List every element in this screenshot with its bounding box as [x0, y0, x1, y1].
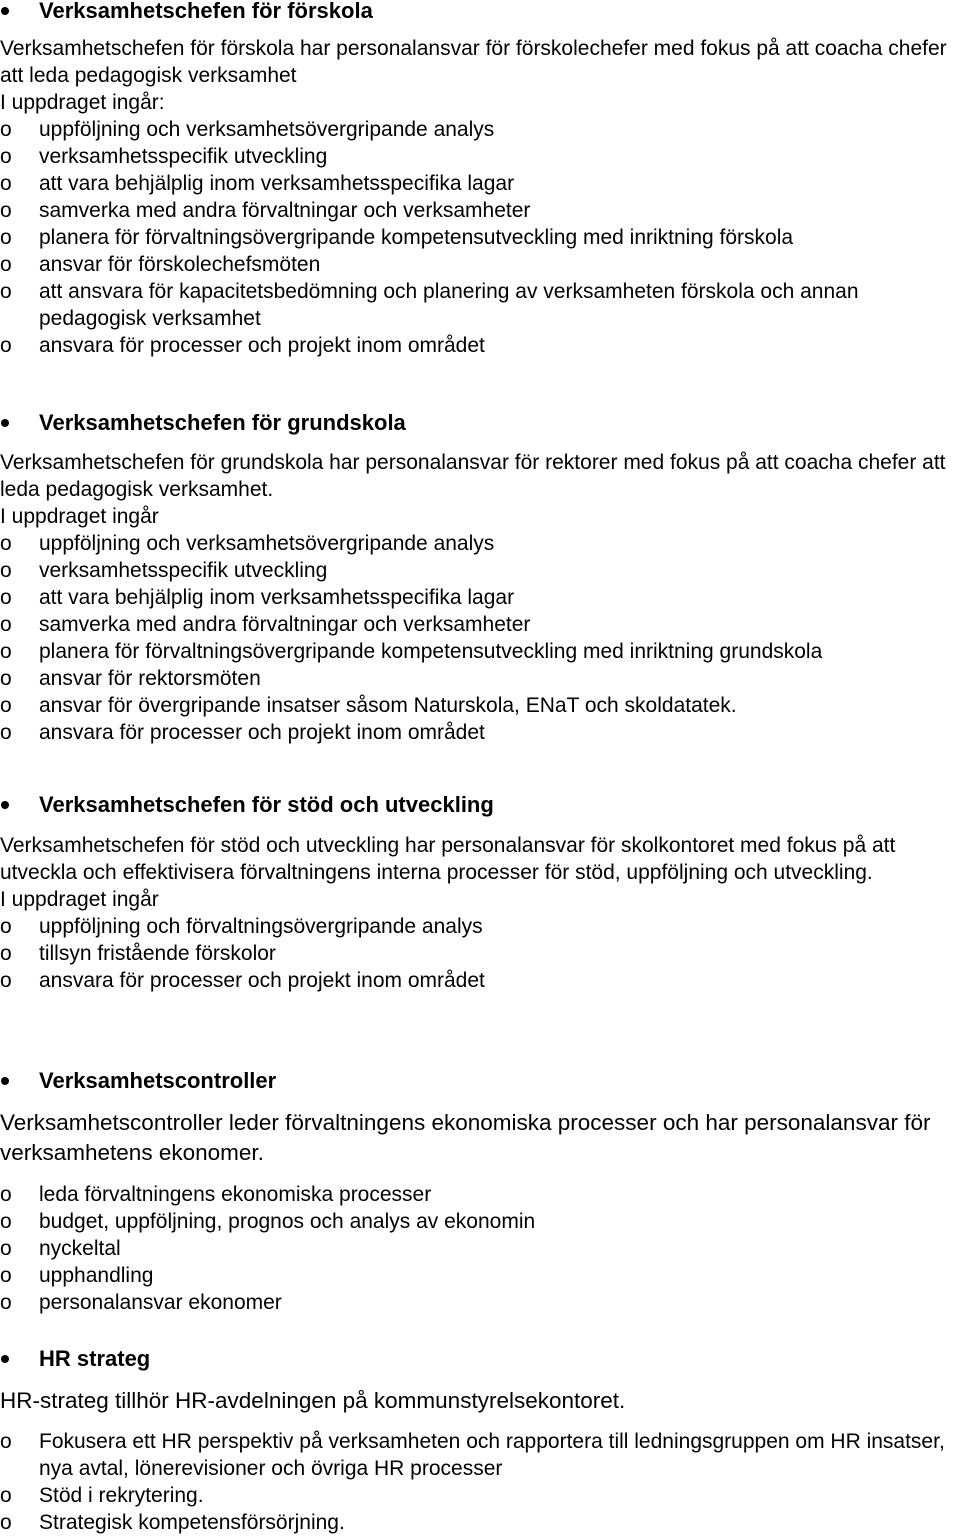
list-marker: o	[0, 1210, 12, 1233]
bullet-icon	[1, 1077, 9, 1085]
list-marker: o	[0, 694, 12, 717]
bullet-icon	[1, 801, 9, 809]
list-item: o budget, uppföljning, prognos och analys av ekonomin	[0, 1210, 536, 1233]
list-item: o planera för förvaltningsövergripande kompetensutveckling med inriktning grundskola	[0, 640, 823, 663]
assignment-list	[0, 1181, 960, 1316]
list-item: o Stöd i rekrytering.	[0, 1484, 204, 1507]
section-heading	[0, 1345, 960, 1372]
list-marker: o	[0, 1183, 12, 1206]
list-item: o uppföljning och verksamhetsövergripande analys	[0, 532, 495, 555]
section-heading	[0, 1067, 960, 1094]
list-marker: o	[0, 915, 12, 938]
list-marker: o	[0, 721, 12, 744]
description-paragraph: Verksamhetschefen för stöd och utveckling har personalansvar för skolkontoret med fokus på att utveckla och effektivisera förvaltningens interna processer för stöd, uppföljning och utveckling.	[0, 834, 896, 884]
description-paragraph: Verksamhetschefen för förskola har personalansvar för förskolechefer med fokus på att coacha chefer att leda pedagogisk verksamhet	[0, 37, 947, 87]
list-item: o Strategisk kompetensförsörjning.	[0, 1511, 345, 1534]
description-paragraph: Verksamhetschefen för grundskola har personalansvar för rektorer med fokus på att coacha chefer att leda pedagogisk verksamhet.	[0, 451, 946, 501]
list-item: o ansvara för processer och projekt inom området	[0, 334, 485, 357]
description-paragraph: HR-strateg tillhör HR-avdelningen på kommunstyrelsekontoret.	[0, 1388, 626, 1413]
list-marker: o	[0, 199, 12, 222]
bullet-icon	[1, 419, 9, 427]
list-item: o att ansvara för kapacitetsbedömning och planering av verksamheten förskola och annan pedagogisk verksamhet	[0, 280, 859, 330]
heading-text: HR strateg	[39, 1346, 151, 1371]
list-marker: o	[0, 640, 12, 663]
list-item: o Fokusera ett HR perspektiv på verksamheten och rapportera till ledningsgruppen om HR insatser, nya avtal, lönerevisioner och övriga HR processer	[0, 1430, 945, 1480]
list-marker: o	[0, 586, 12, 609]
list-item: o nyckeltal	[0, 1237, 121, 1260]
list-marker: o	[0, 226, 12, 249]
assignment-intro: I uppdraget ingår:	[0, 91, 165, 114]
section-heading	[0, 0, 960, 24]
assignment-list	[0, 1428, 960, 1536]
list-item: o upphandling	[0, 1264, 154, 1287]
list-marker: o	[0, 1291, 12, 1314]
list-item: o ansvara för processer och projekt inom området	[0, 721, 485, 744]
list-marker: o	[0, 942, 12, 965]
list-marker: o	[0, 1511, 12, 1534]
section-heading	[0, 409, 960, 436]
section-stod-och-utveckling	[0, 791, 960, 994]
list-item: o ansvar för rektorsmöten	[0, 667, 261, 690]
list-item: o uppföljning och förvaltningsövergripande analys	[0, 915, 483, 938]
list-item: o verksamhetsspecifik utveckling	[0, 145, 328, 168]
assignment-list	[0, 913, 960, 994]
list-marker: o	[0, 1237, 12, 1260]
bullet-icon	[1, 7, 9, 15]
section-verksamhetscontroller	[0, 1067, 960, 1316]
list-marker: o	[0, 559, 12, 582]
list-marker: o	[0, 118, 12, 141]
list-item: o leda förvaltningens ekonomiska processer	[0, 1183, 432, 1206]
list-marker: o	[0, 667, 12, 690]
list-marker: o	[0, 613, 12, 636]
list-marker: o	[0, 253, 12, 276]
list-item: o personalansvar ekonomer	[0, 1291, 282, 1314]
bullet-icon	[1, 1355, 9, 1363]
section-forskola	[0, 0, 960, 359]
list-item: o verksamhetsspecifik utveckling	[0, 559, 328, 582]
list-marker: o	[0, 1430, 12, 1453]
list-item: o samverka med andra förvaltningar och verksamheter	[0, 199, 531, 222]
list-marker: o	[0, 532, 12, 555]
list-item: o uppföljning och verksamhetsövergripande analys	[0, 118, 495, 141]
list-marker: o	[0, 145, 12, 168]
list-marker: o	[0, 1484, 12, 1507]
list-marker: o	[0, 280, 12, 303]
list-item: o att vara behjälplig inom verksamhetsspecifika lagar	[0, 172, 515, 195]
heading-text: Verksamhetschefen för stöd och utveckling	[39, 792, 494, 817]
assignment-intro: I uppdraget ingår	[0, 888, 159, 911]
heading-text: Verksamhetschefen för förskola	[39, 0, 373, 23]
description-paragraph: Verksamhetscontroller leder förvaltningens ekonomiska processer och har personalansvar för verksamhetens ekonomer.	[0, 1110, 931, 1165]
list-marker: o	[0, 334, 12, 357]
list-item: o tillsyn fristående förskolor	[0, 942, 276, 965]
section-hr-strateg	[0, 1345, 960, 1536]
section-heading	[0, 791, 960, 818]
assignment-intro: I uppdraget ingår	[0, 505, 159, 528]
list-item: o ansvar för övergripande insatser såsom Naturskola, ENaT och skoldatatek.	[0, 694, 737, 717]
list-marker: o	[0, 1264, 12, 1287]
list-item: o ansvara för processer och projekt inom området	[0, 969, 485, 992]
list-item: o planera för förvaltningsövergripande kompetensutveckling med inriktning förskola	[0, 226, 794, 249]
list-item: o ansvar för förskolechefsmöten	[0, 253, 321, 276]
list-item: o att vara behjälplig inom verksamhetsspecifika lagar	[0, 586, 515, 609]
section-grundskola	[0, 409, 960, 746]
heading-text: Verksamhetscontroller	[39, 1068, 277, 1093]
heading-text: Verksamhetschefen för grundskola	[39, 410, 406, 435]
assignment-list	[0, 530, 960, 746]
assignment-list	[0, 116, 960, 359]
list-marker: o	[0, 969, 12, 992]
list-item: o samverka med andra förvaltningar och verksamheter	[0, 613, 531, 636]
list-marker: o	[0, 172, 12, 195]
